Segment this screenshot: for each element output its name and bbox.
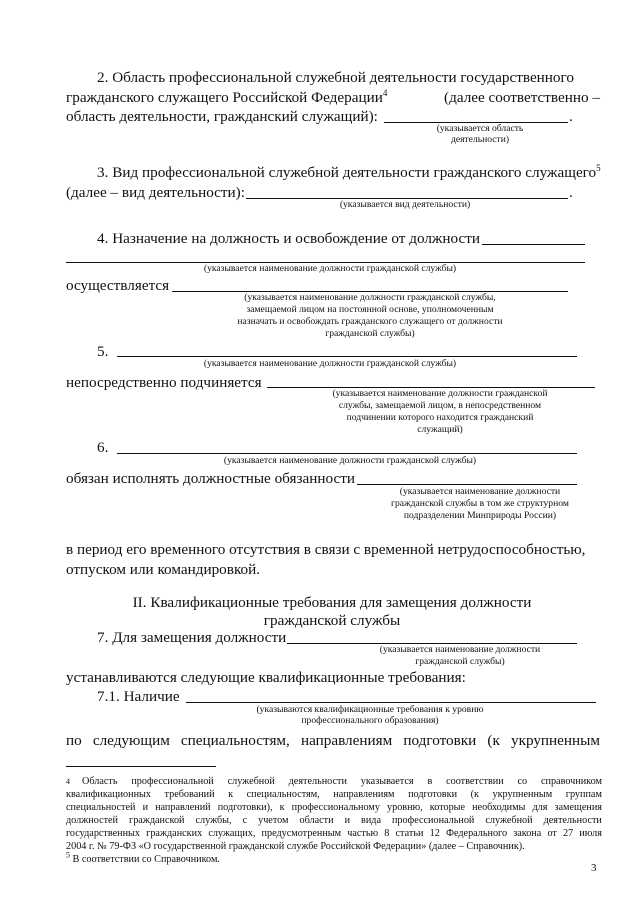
section6-number: 6. — [97, 439, 109, 456]
section7-blank-2 — [186, 702, 596, 703]
section4-caption2-4: гражданской службы) — [325, 328, 415, 339]
section6-caption2-2: гражданской службы в том же структурном — [391, 498, 569, 509]
section7-line3: по следующим специальностям, направлениям подготовки (к укрупненным — [66, 732, 600, 749]
section2-caption-2: деятельности) — [450, 134, 510, 145]
footnote-4-line1: Область профессиональной служебной деятельности указывается в соответствии со справочником — [82, 776, 602, 787]
section2-caption-1: (указывается область — [436, 123, 524, 134]
section4-caption1: (указывается наименование должности гражданской службы) — [203, 263, 457, 274]
section2-line3: область деятельности, гражданский служащий): — [66, 108, 378, 125]
page-number: 3 — [591, 862, 597, 874]
section5-caption2-3: подчинении которого находится гражданский — [346, 412, 534, 423]
footnote-ref-4: 4 — [382, 87, 388, 98]
footnote-divider — [66, 766, 216, 767]
section7-caption1-1: (указывается наименование должности — [379, 644, 541, 655]
section7-caption2-1: (указываются квалификационные требования к уровню — [256, 704, 484, 715]
section7-sub1: 7.1. Наличие — [97, 688, 180, 705]
section6-line2: обязан исполнять должностные обязанности — [66, 470, 355, 487]
footnote-ref-5: 5 — [596, 162, 601, 173]
footnote-4-line5: государственных гражданских служащих, предусмотренным частью 8 статьи 12 Федерального закона от 27 июля — [66, 828, 602, 839]
section5-blank-1 — [117, 356, 577, 357]
footnote-4-marker: 4 — [66, 777, 70, 786]
section5-number: 5. — [97, 343, 109, 360]
footnote-4-line2: квалификационных требований к специальностям, направлениям подготовки (к укрупненным группам — [66, 789, 602, 800]
footnote-5: $^5$ В соответствии со Справочником. — [66, 850, 220, 865]
section4-caption2-2: замещаемой лицом на постоянной основе, уполномоченным — [246, 304, 494, 315]
footnote-4-line3: специальностей и направлений подготовки), к профессиональному уровню, которые необходимы для замещения — [66, 802, 602, 813]
section6-blank-1 — [117, 453, 577, 454]
section7-caption2-2: профессионального образования) — [301, 715, 439, 726]
section7-line2: устанавливаются следующие квалификационные требования: — [66, 669, 466, 686]
section3-line1: 3. Вид профессиональной служебной деятельности гражданского служащего$^5$ — [97, 162, 601, 181]
section4-caption2-1: (указывается наименование должности гражданской службы, — [244, 292, 496, 303]
footnote-4-line4: должностей гражданской службы, с учетом области и вида профессиональной служебной деятельности — [66, 815, 602, 826]
section4-line2: осуществляется — [66, 277, 170, 294]
part2-heading-1: II. Квалификационные требования для замещения должности — [132, 594, 532, 611]
section3-line2: (далее – вид деятельности): — [66, 184, 245, 201]
section5-caption1: (указывается наименование должности гражданской службы) — [203, 358, 457, 369]
section7-caption1-2: гражданской службы) — [415, 656, 505, 667]
footnote-5-marker: 5 — [66, 850, 70, 860]
section4-blank-1 — [482, 244, 585, 245]
part2-heading-2: гражданской службы — [263, 612, 401, 629]
section5-caption2-1: (указывается наименование должности гражданской — [332, 388, 548, 399]
section6-caption1: (указывается наименование должности гражданской службы) — [223, 455, 477, 466]
section6-tail-2: отпуском или командировкой. — [66, 561, 261, 578]
footnote-4-line6: 2004 г. № 79-ФЗ «О государственной гражданской службе Российской Федерации» (далее – Справочник). — [66, 841, 525, 852]
section5-caption2-2: службы, замещаемой лицом, в непосредственном — [338, 400, 542, 411]
section6-tail-1: в период его временного отсутствия в связи с временной нетрудоспособностью, — [66, 541, 586, 558]
section2-line1: 2. Область профессиональной служебной деятельности государственного — [97, 69, 574, 86]
section5-caption2-4: служащий) — [417, 424, 463, 435]
section3-end: . — [569, 184, 573, 201]
section6-blank-2 — [357, 484, 577, 485]
section5-line2: непосредственно подчиняется — [66, 374, 262, 391]
section4-caption2-3: назначать и освобождать гражданского служащего от должности — [237, 316, 503, 327]
section7-line1: 7. Для замещения должности — [97, 629, 287, 646]
section3-caption: (указывается вид деятельности) — [339, 199, 471, 210]
section2-end: . — [569, 108, 573, 125]
section6-caption2-1: (указывается наименование должности — [399, 486, 561, 497]
section4-line1: 4. Назначение на должность и освобождение от должности — [97, 230, 481, 247]
section6-caption2-3: подразделении Минприроды России) — [403, 510, 557, 521]
section2-line2: гражданского служащего Российской Федерации$^4$ (далее соответственно – — [66, 87, 600, 106]
